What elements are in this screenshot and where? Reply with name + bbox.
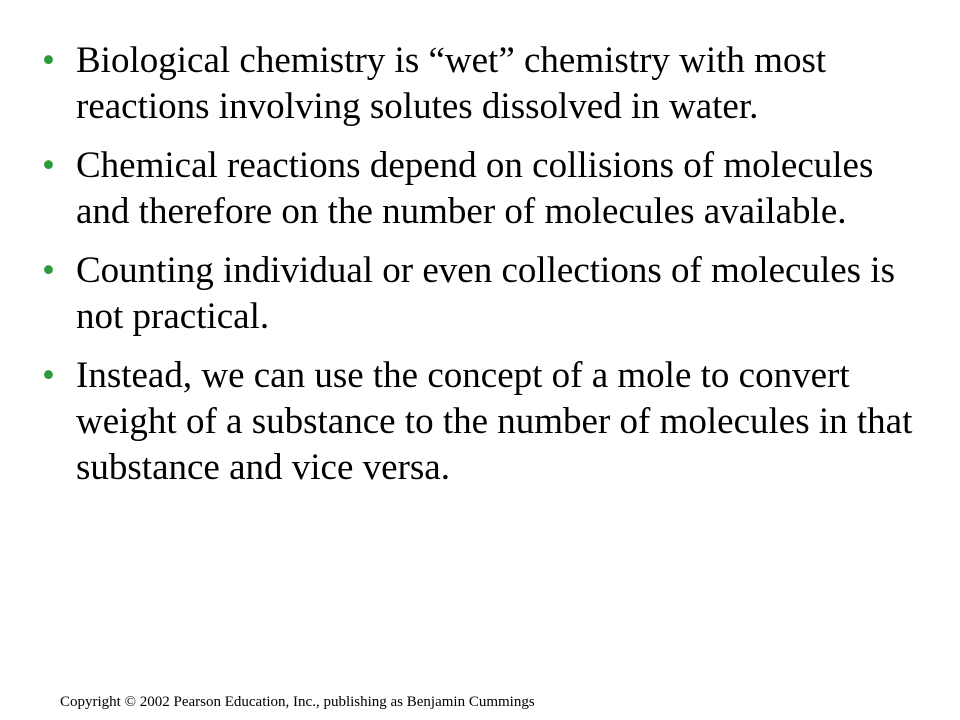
bullet-item: [42, 248, 922, 340]
bullet-dot-icon: •: [42, 145, 55, 186]
bullet-dot-icon: •: [42, 355, 55, 396]
bullet-text: Biological chemistry is “wet” chemistry with most reactions involving solutes dissolved in water.: [76, 40, 827, 127]
bullet-text: Counting individual or even collections of molecules is not practical.: [76, 250, 895, 337]
copyright-notice: Copyright © 2002 Pearson Education, Inc., publishing as Benjamin Cummings: [60, 694, 535, 710]
bullet-item: [42, 353, 922, 491]
bullet-dot-icon: •: [42, 40, 55, 81]
bullet-list: [42, 38, 922, 504]
bullet-text: Chemical reactions depend on collisions of molecules and therefore on the number of molecules available.: [76, 145, 874, 232]
bullet-dot-icon: •: [42, 250, 55, 291]
bullet-item: [42, 38, 922, 130]
bullet-item: [42, 143, 922, 235]
bullet-text: Instead, we can use the concept of a mole to convert weight of a substance to the number of molecules in that substance and vice versa.: [76, 355, 913, 488]
